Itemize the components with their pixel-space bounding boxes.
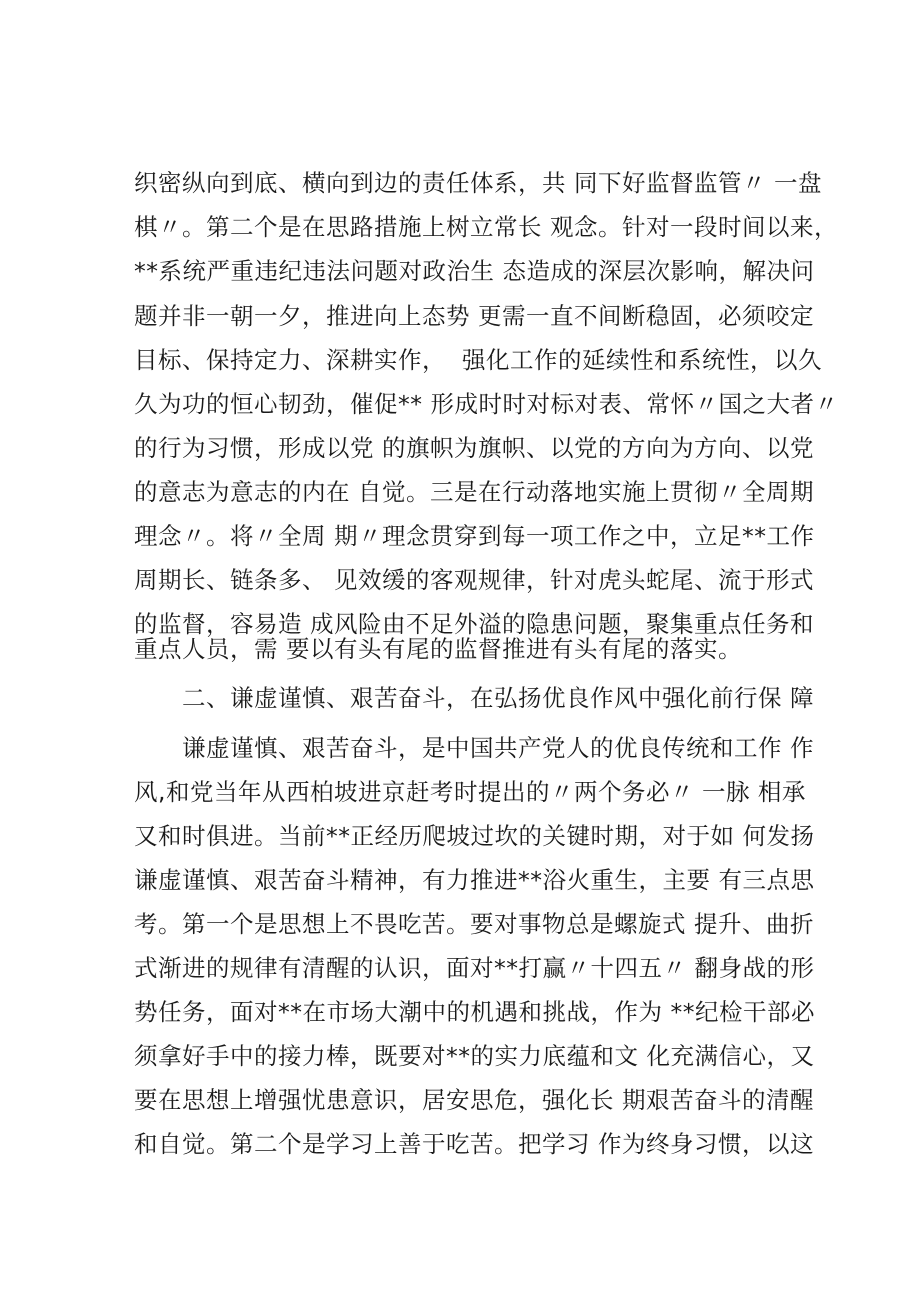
body-line: **系统严重违纪违法问题对政治生 态造成的深层次影响，解决问 <box>134 257 815 285</box>
body-line: 织密纵向到底、横向到边的责任体系，共 同下好监督监管〃 一盘 <box>134 169 822 197</box>
body-line: 和自觉。第二个是学习上善于吃苦。把学习 作为终身习惯，以这 <box>134 1130 814 1158</box>
body-line: 须拿好手中的接力棒，既要对**的实力底蕴和文 化充满信心，又 <box>134 1042 815 1070</box>
section-heading: 二、谦虚谨慎、艰苦奋斗，在弘扬优良作风中强化前行保 障 <box>182 684 814 712</box>
body-line: 的行为习惯，形成以党 的旗帜为旗帜、以党的方向为方向、以党 <box>134 434 814 462</box>
body-line: 要在思想上增强忧患意识，居安思危，强化长 期艰苦奋斗的清醒 <box>134 1086 814 1114</box>
paragraph-first-line: 谦虚谨慎、艰苦奋斗，是中国共产党人的优良传统和工作 作 <box>182 734 814 762</box>
body-line: 谦虚谨慎、艰苦奋斗精神，有力推进**浴火重生，主要 有三点思 <box>134 866 815 894</box>
body-line: 的意志为意志的内在 自觉。三是在行动落地实施上贯彻〃全周期 <box>134 478 814 506</box>
body-line: 久为功的恒心韧劲，催促** 形成时时对标对表、常怀〃国之大者〃 <box>134 390 839 418</box>
body-line: 考。第一个是思想上不畏吃苦。要对事物总是螺旋式 提升、曲折 <box>134 910 814 938</box>
body-line: 风,和党当年从西柏坡进京赶考时提出的〃两个务必〃 一脉 相承 <box>134 778 806 806</box>
body-line: 题并非一朝一夕，推进向上态势 更需一直不间断稳固，必须咬定 <box>134 302 814 330</box>
body-line: 重点人员，需 要以有头有尾的监督推进有头有尾的落实。 <box>134 635 742 663</box>
body-line: 式渐进的规律有清醒的认识，面对**打赢〃十四五〃 翻身战的形 <box>134 954 815 982</box>
body-line: 棋〃。第二个是在思路措施上树立常长 观念。针对一段时间以来， <box>134 213 838 241</box>
body-line: 周期长、链条多、 见效缓的客观规律，针对虎头蛇尾、流于形式 <box>134 566 814 594</box>
body-line: 的监督，容易造 成风险由不足外溢的隐患问题，聚集重点任务和 <box>134 610 814 638</box>
body-line: 又和时俱进。当前**正经历爬坡过坎的关键时期，对于如 何发扬 <box>134 822 815 850</box>
body-line: 理念〃。将〃全周 期〃理念贯穿到每一项工作之中，立足**工作 <box>134 522 815 550</box>
body-line: 势任务，面对**在市场大潮中的机遇和挑战，作为 **纪检干部必 <box>134 998 815 1026</box>
body-line: 目标、保持定力、深耕实作， 强化工作的延续性和系统性，以久 <box>134 346 822 374</box>
